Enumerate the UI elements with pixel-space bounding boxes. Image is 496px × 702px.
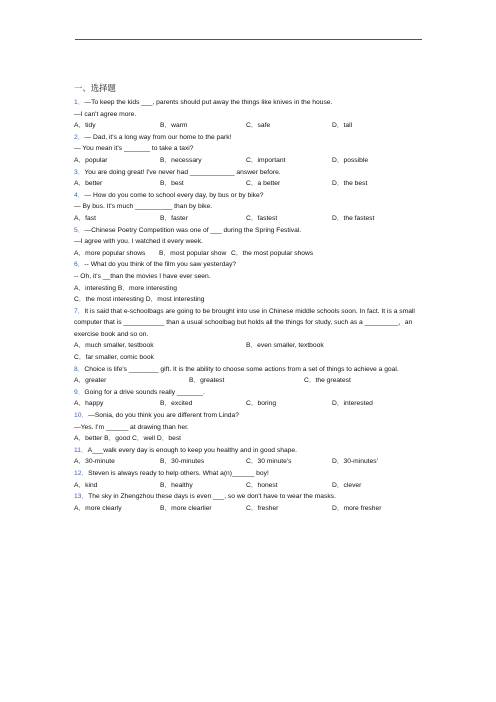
question-11 bbox=[74, 445, 422, 457]
question-text: —I can't agree more. bbox=[74, 110, 137, 118]
question-8 bbox=[74, 364, 422, 376]
question-number: 13． bbox=[74, 493, 89, 501]
question-text: —Chinese Poetry Competition was one of ___ during the Spring Festival. bbox=[84, 226, 302, 234]
option-c[interactable]: C．a better bbox=[246, 180, 281, 188]
question-list bbox=[74, 83, 422, 514]
question-number: 1． bbox=[74, 99, 85, 106]
option-a[interactable]: A．better bbox=[74, 180, 103, 188]
option-c[interactable]: C．30 minute's bbox=[246, 458, 292, 466]
question-text: -- What do you think of the film you saw yesterday? bbox=[84, 261, 237, 269]
question-text: — You mean it's _______ to take a taxi? bbox=[74, 145, 194, 153]
options-row bbox=[74, 248, 422, 260]
question-text: —Yes. I'm ______ at drawing than her. bbox=[74, 423, 189, 431]
option-d[interactable]: D．clever bbox=[332, 481, 362, 489]
option-a[interactable]: A．happy bbox=[74, 400, 104, 408]
question-text: You are doing great! I've never had ____________ answer before. bbox=[84, 168, 281, 176]
question-10 bbox=[74, 410, 422, 422]
option-d[interactable]: D．the best bbox=[332, 180, 368, 188]
question-4 bbox=[74, 190, 422, 202]
option-c[interactable]: C．important bbox=[246, 156, 286, 164]
question-text: Steven is always ready to help others. What a(n)______ boy! bbox=[88, 470, 269, 477]
question-text: Choice is life's ________ gift. It is the ability to choose some actions from a set of things to achieve a goal. bbox=[84, 365, 399, 373]
question-number: 8． bbox=[74, 365, 85, 373]
question-number: 12． bbox=[74, 470, 89, 477]
option-a[interactable]: A．greater bbox=[74, 377, 107, 385]
option-a[interactable]: A．more popular shows bbox=[74, 249, 146, 257]
options-row bbox=[74, 503, 422, 515]
option-b[interactable]: B．most popular show bbox=[159, 249, 227, 257]
options-row[interactable]: A．better B．good C．well D．best bbox=[74, 435, 182, 443]
option-b[interactable]: B．healthy bbox=[160, 481, 193, 489]
question-text: —I agree with you. I watched it every week. bbox=[74, 238, 203, 246]
option-c[interactable]: C．the most popular shows bbox=[231, 249, 314, 257]
question-3 bbox=[74, 167, 422, 179]
question-text: — How do you come to school every day, by bus or by bike? bbox=[84, 191, 264, 199]
option-b[interactable]: B．necessary bbox=[160, 156, 202, 164]
question-number: 6． bbox=[74, 261, 85, 269]
question-text: Going for a drive sounds really _______. bbox=[84, 388, 205, 396]
question-text: It is said that e-schoolbags are going to be brought into use in Chinese middle schools soon. In fact. It is a small computer that is ___________ than a usual schoolbag but holds all the things for study, such as a _________，an exercise book and so on. bbox=[74, 307, 415, 338]
options-row bbox=[74, 178, 422, 190]
option-d[interactable]: D．tall bbox=[332, 122, 353, 130]
option-c[interactable]: C．far smaller, comic book bbox=[74, 354, 154, 362]
option-c[interactable]: C．the greatest bbox=[304, 377, 351, 385]
option-a[interactable]: A．kind bbox=[74, 481, 98, 489]
option-d[interactable]: D．possible bbox=[332, 156, 369, 164]
question-number: 2． bbox=[74, 133, 85, 141]
question-number: 5． bbox=[74, 226, 85, 234]
option-c[interactable]: C．honest bbox=[246, 481, 278, 489]
option-d[interactable]: D．30-minutes' bbox=[332, 458, 378, 466]
options-row bbox=[74, 375, 422, 387]
question-9 bbox=[74, 387, 422, 399]
option-c[interactable]: C．fresher bbox=[246, 504, 279, 512]
question-number: 4． bbox=[74, 191, 85, 199]
question-number: 11． bbox=[74, 446, 88, 454]
option-b[interactable]: B．30-minutes bbox=[160, 458, 205, 466]
question-number: 7． bbox=[74, 307, 85, 315]
question-7 bbox=[74, 306, 422, 341]
option-a[interactable]: A．30-minute bbox=[74, 458, 115, 466]
options-row bbox=[74, 456, 422, 468]
option-b[interactable]: B．more clearlier bbox=[160, 504, 212, 512]
option-b[interactable]: B．faster bbox=[160, 214, 188, 222]
option-d[interactable]: D．the fastest bbox=[332, 214, 375, 222]
options-row bbox=[74, 213, 422, 225]
option-a[interactable]: A．much smaller, testbook bbox=[74, 342, 154, 350]
option-a[interactable]: A．tidy bbox=[74, 122, 96, 130]
option-c[interactable]: C．boring bbox=[246, 400, 277, 408]
question-6 bbox=[74, 259, 422, 271]
option-a[interactable]: A．fast bbox=[74, 214, 96, 222]
option-a[interactable]: A．more clearly bbox=[74, 504, 122, 512]
header-rule bbox=[75, 39, 422, 40]
option-a[interactable]: A．popular bbox=[74, 156, 108, 164]
option-b[interactable]: B．excited bbox=[160, 400, 193, 408]
question-number: 3． bbox=[74, 168, 85, 176]
question-13 bbox=[74, 491, 422, 503]
options-row bbox=[74, 480, 422, 492]
question-text: A___walk every day is enough to keep you healthy and in good shape. bbox=[87, 446, 297, 454]
question-text: — By bus. It's much __________ than by bike. bbox=[74, 203, 213, 211]
question-number: 9． bbox=[74, 388, 85, 396]
option-d[interactable]: D．more fresher bbox=[332, 504, 382, 512]
question-12 bbox=[74, 468, 422, 480]
option-c[interactable]: C．fastest bbox=[246, 214, 278, 222]
options-row bbox=[74, 155, 422, 167]
options-row bbox=[74, 398, 422, 410]
options-row[interactable]: A．interesting B．more interesting bbox=[74, 284, 177, 292]
question-1 bbox=[74, 97, 422, 109]
options-row bbox=[74, 120, 422, 132]
options-row bbox=[74, 340, 422, 352]
question-text: —To keep the kids ___, parents should put away the things like knives in the house. bbox=[84, 99, 333, 106]
question-2 bbox=[74, 132, 422, 144]
question-text: The sky in Zhengzhou these days is even ___, so we don't have to wear the masks. bbox=[88, 493, 336, 501]
question-5 bbox=[74, 225, 422, 237]
option-b[interactable]: B．best bbox=[160, 180, 184, 188]
option-b[interactable]: B．warm bbox=[160, 122, 188, 130]
option-d[interactable]: D．interested bbox=[332, 400, 373, 408]
section-heading: 一、选择题 bbox=[74, 83, 116, 93]
question-text: — Dad, it's a long way from our home to the park! bbox=[84, 133, 232, 141]
option-b[interactable]: B．greatest bbox=[189, 377, 225, 385]
question-text: —Sonia, do you think you are different from Linda? bbox=[88, 412, 239, 420]
option-b[interactable]: B．even smaller, textbook bbox=[246, 342, 324, 350]
question-text: -- Oh, it's __than the movies I have ever seen. bbox=[74, 272, 211, 280]
option-c[interactable]: C．safe bbox=[246, 122, 271, 130]
options-row[interactable]: C．the most interesting D．most interesting bbox=[74, 296, 205, 304]
question-number: 10． bbox=[74, 412, 89, 420]
